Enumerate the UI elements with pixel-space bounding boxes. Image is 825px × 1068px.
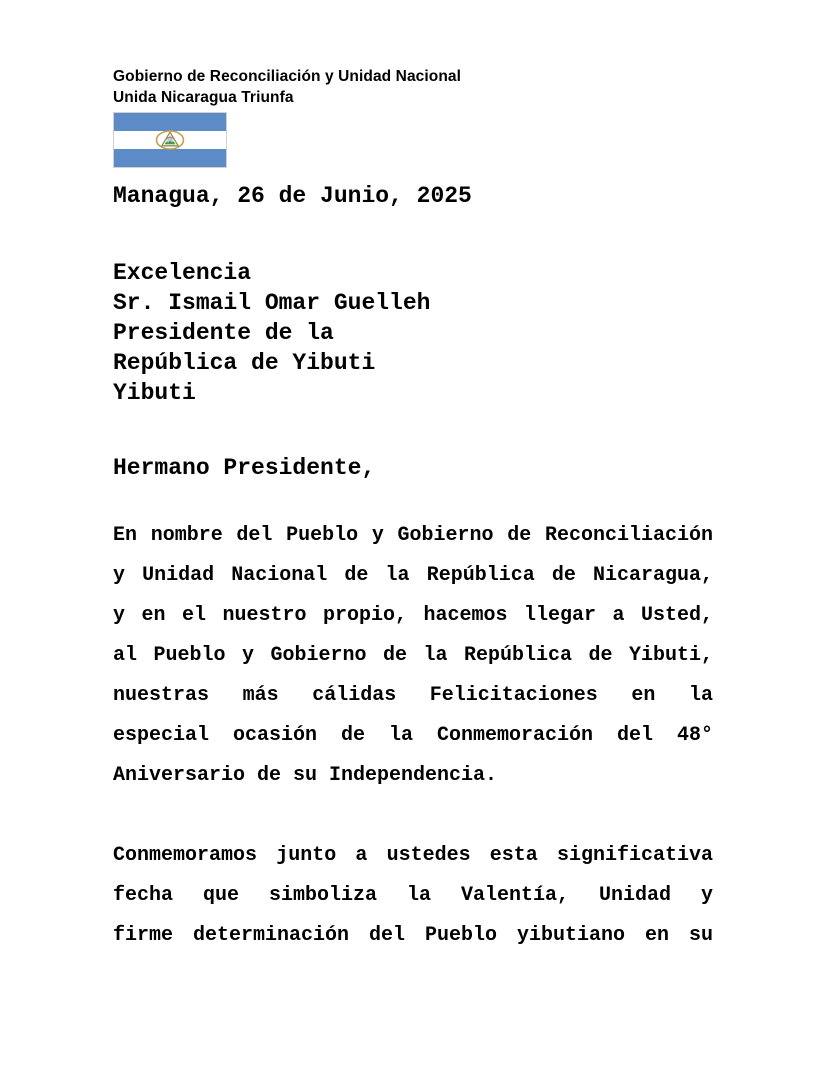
nicaragua-coat-of-arms-icon	[154, 129, 186, 151]
recipient-line: República de Yibuti	[113, 350, 376, 376]
nicaragua-flag	[113, 112, 227, 168]
flag-blue-stripe-bottom	[114, 149, 226, 167]
body-paragraph-2	[113, 836, 713, 956]
body-line: firme determinación del Pueblo yibutiano en su	[113, 924, 713, 947]
salutation: Hermano Presidente,	[113, 455, 376, 481]
recipient-line: Excelencia	[113, 260, 252, 286]
letterhead	[113, 66, 713, 108]
body-line: fecha que simboliza la Valentía, Unidad y	[113, 884, 713, 907]
body-line: Aniversario de su Independencia.	[113, 764, 498, 787]
letterhead-line1: Gobierno de Reconciliación y Unidad Nacional	[113, 68, 462, 85]
body-line: al Pueblo y Gobierno de la República de Yibuti,	[113, 644, 713, 667]
body-line: nuestras más cálidas Felicitaciones en la	[113, 684, 713, 707]
recipient-line: Sr. Ismail Omar Guelleh	[113, 290, 431, 316]
date-line: Managua, 26 de Junio, 2025	[113, 183, 472, 209]
body-line: y en el nuestro propio, hacemos llegar a Usted,	[113, 604, 713, 627]
letterhead-line2: Unida Nicaragua Triunfa	[113, 89, 294, 106]
body-line: Conmemoramos junto a ustedes esta significativa	[113, 844, 713, 867]
body-line: especial ocasión de la Conmemoración del 48°	[113, 724, 713, 747]
body-paragraph-1	[113, 516, 713, 796]
recipient-line: Presidente de la	[113, 320, 334, 346]
body-line: En nombre del Pueblo y Gobierno de Reconciliación	[113, 524, 713, 547]
body-line: y Unidad Nacional de la República de Nicaragua,	[113, 564, 713, 587]
letter-content	[113, 66, 713, 956]
recipient-address	[113, 258, 713, 408]
recipient-line: Yibuti	[113, 380, 196, 406]
